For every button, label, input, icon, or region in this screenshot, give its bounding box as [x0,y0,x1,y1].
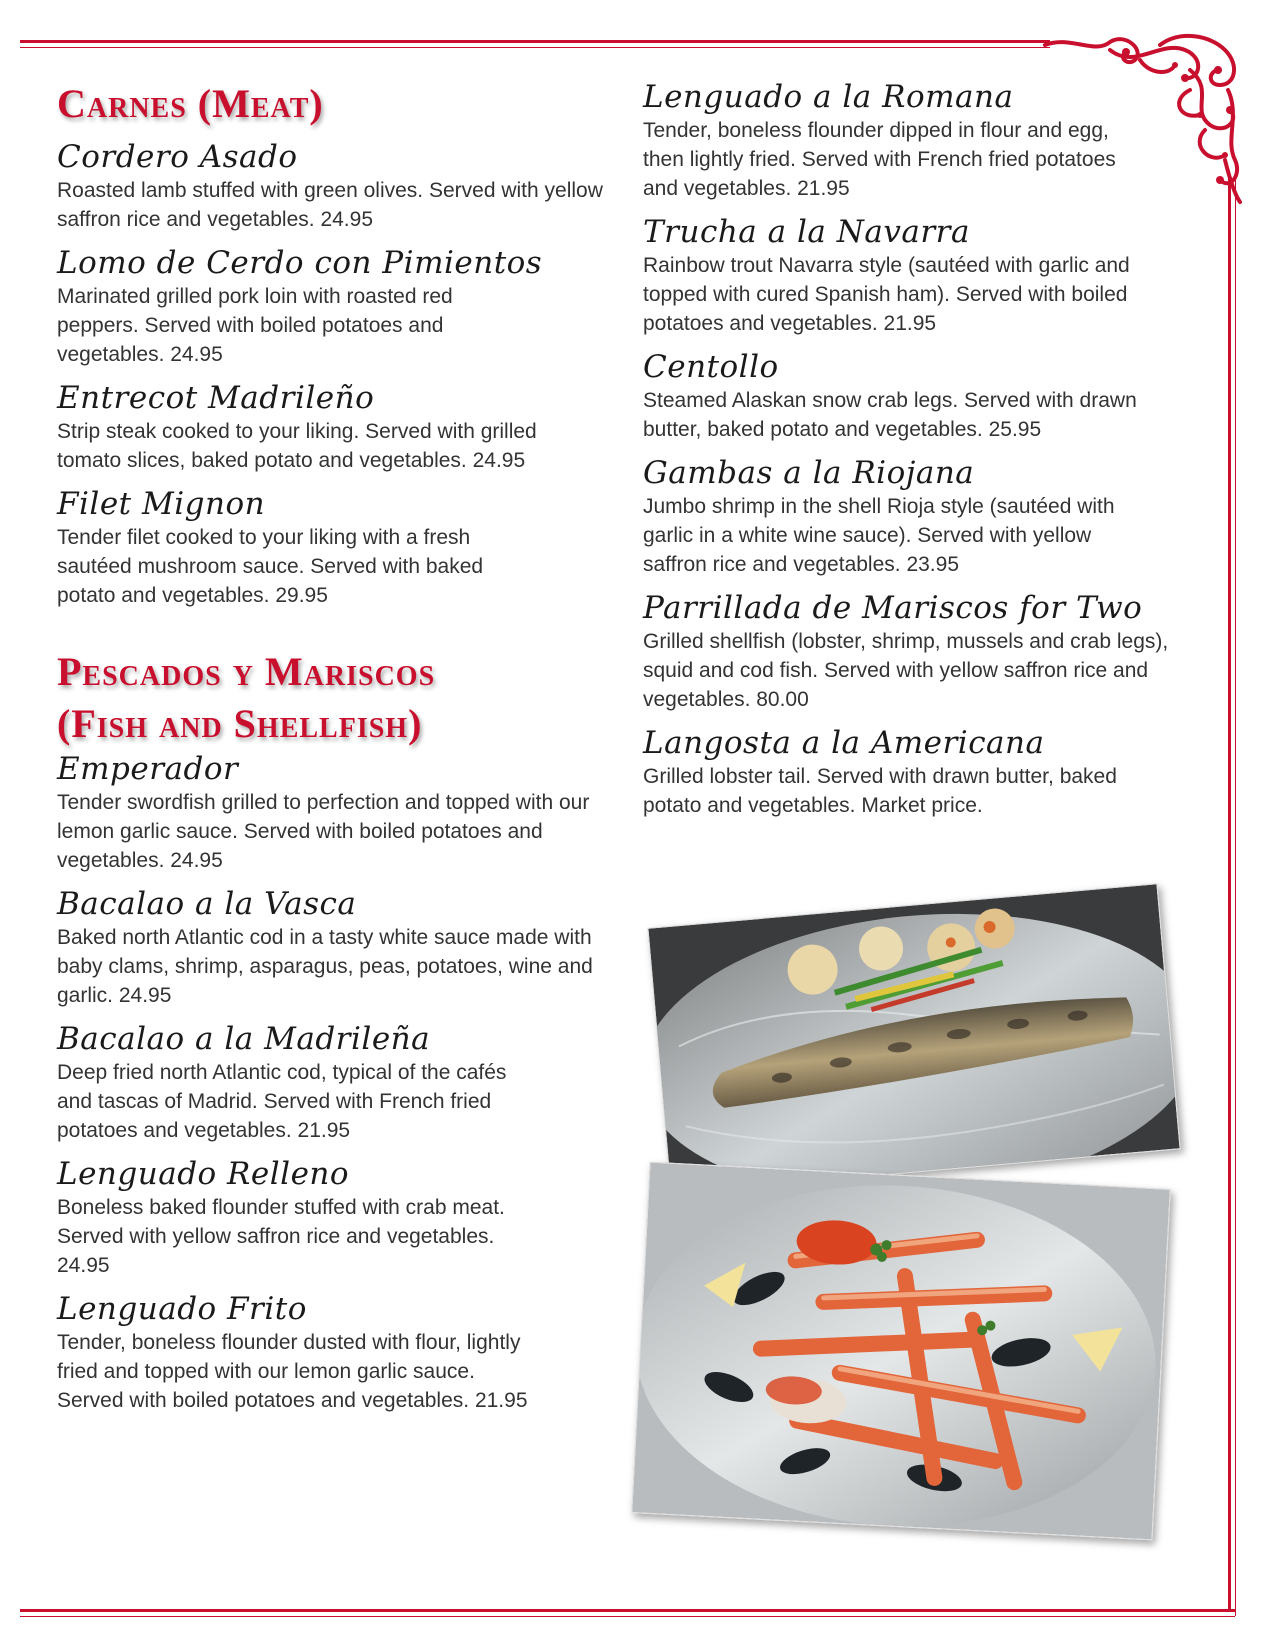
menu-item-name: Bacalao a la Madrileña [57,1021,431,1057]
menu-item [643,454,1203,579]
menu-item-description: Roasted lamb stuffed with green olives. Served with yellow saffron rice and vegetables. 24.95 [57,179,603,231]
menu-item-name: Filet Mignon [57,486,266,522]
left-column [57,78,612,1425]
menu-item-name: Langosta a la Americana [643,725,1045,761]
menu-item-name: Cordero Asado [57,139,298,175]
top-border-line [20,40,1050,43]
menu-item [57,485,612,610]
menu-item-description: Marinated grilled pork loin with roasted red peppers. Served with boiled potatoes and vegetables. 24.95 [57,285,453,366]
menu-item-description: Baked north Atlantic cod in a tasty white sauce made with baby clams, shrimp, asparagus, peas, potatoes, wine and garlic. 24.95 [57,926,593,1007]
menu-item [643,213,1203,338]
menu-item-name: Lenguado Relleno [57,1156,350,1192]
menu-item-description: Tender filet cooked to your liking with a fresh sautéed mushroom sauce. Served with baked potato and vegetables. 29.95 [57,526,484,607]
menu-item-name: Parrillada de Mariscos for Two [643,590,1143,626]
menu-item-description: Tender swordfish grilled to perfection and topped with our lemon garlic sauce. Served with boiled potatoes and vegetables. 24.95 [57,791,590,872]
menu-item-name: Lomo de Cerdo con Pimientos [57,245,543,281]
menu-item-name: Centollo [643,349,779,385]
menu-item [57,1155,612,1280]
menu-item [57,138,612,234]
menu-item [57,750,612,875]
menu-item-name: Entrecot Madrileño [57,380,375,416]
section-title-carnes: Carnes (Meat) [57,81,324,126]
menu-item [57,244,612,369]
menu-item [57,885,612,1010]
menu-item-description: Strip steak cooked to your liking. Served with grilled tomato slices, baked potato and vegetables. 24.95 [57,420,537,472]
right-border-line [1228,175,1231,1612]
right-border-line-thin [1235,175,1236,1616]
grilled-fish-photo [647,883,1180,1194]
menu-item [643,348,1203,444]
menu-item-name: Emperador [57,751,239,787]
menu-item [57,1020,612,1145]
menu-item-description: Boneless baked flounder stuffed with crab meat. Served with yellow saffron rice and vegetables. 24.95 [57,1196,505,1277]
menu-item [643,724,1203,820]
menu-item-name: Lenguado Frito [57,1291,307,1327]
menu-item-description: Grilled shellfish (lobster, shrimp, mussels and crab legs), squid and cod fish. Served with yellow saffron rice and vegetables. 80.00 [643,630,1169,711]
menu-item-name: Bacalao a la Vasca [57,886,357,922]
seafood-platter-photo [631,1162,1171,1541]
menu-item-description: Tender, boneless flounder dipped in flour and egg, then lightly fried. Served with French fried potatoes and vegetables. 21.95 [643,119,1116,200]
menu-item-description: Jumbo shrimp in the shell Rioja style (sautéed with garlic in a white wine sauce). Served with yellow saffron rice and vegetables. 23.95 [643,495,1115,576]
bottom-border-line-thin [20,1616,1235,1617]
menu-item-name: Gambas a la Riojana [643,455,975,491]
section-subtitle-pescados: (Fish and Shellfish) [57,701,423,746]
menu-item [57,1290,612,1415]
menu-item-name: Lenguado a la Romana [643,79,1014,115]
bottom-border-line [20,1609,1235,1612]
menu-item [643,589,1203,714]
menu-item-description: Steamed Alaskan snow crab legs. Served with drawn butter, baked potato and vegetables. 25.95 [643,389,1137,441]
menu-item [643,78,1203,203]
menu-item-description: Rainbow trout Navarra style (sautéed with garlic and topped with cured Spanish ham). Served with boiled potatoes and vegetables. 21.95 [643,254,1130,335]
section-title-pescados: Pescados y Mariscos [57,649,436,694]
menu-item-description: Tender, boneless flounder dusted with flour, lightly fried and topped with our lemon garlic sauce. Served with boiled potatoes and vegetables. 21.95 [57,1331,528,1412]
menu-item-description: Grilled lobster tail. Served with drawn butter, baked potato and vegetables. Market price. [643,765,1117,817]
menu-item [57,379,612,475]
menu-item-name: Trucha a la Navarra [643,214,970,250]
menu-item-description: Deep fried north Atlantic cod, typical of the cafés and tascas of Madrid. Served with French fried potatoes and vegetables. 21.95 [57,1061,507,1142]
top-border-line-thin [20,47,1050,48]
right-column [643,78,1203,830]
